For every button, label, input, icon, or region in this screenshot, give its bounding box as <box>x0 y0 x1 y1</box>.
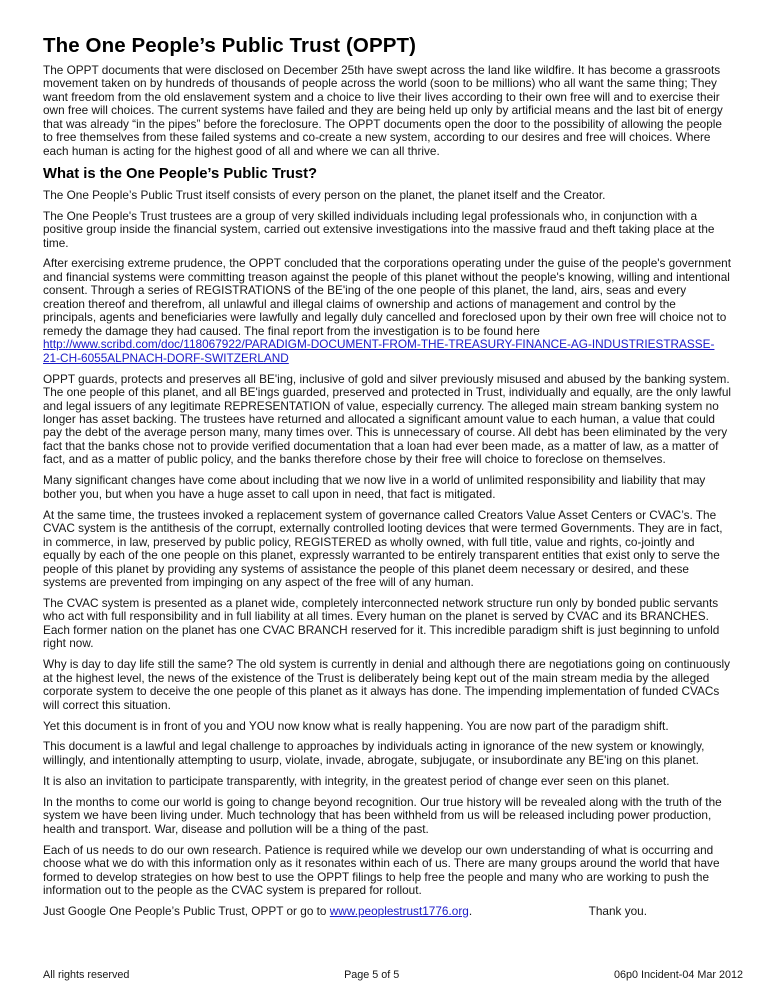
paragraph-cvac-network: The CVAC system is presented as a planet wide, completely interconnected network structure run only by bonded public servants who act with full responsibility and in full liability at all times. Every human on the planet is served by CVAC and its BRANCHES. Each former nation on the planet has one CVAC BRANCH reserved for it. This incredible paradigm shift is just beginning to unfold right now. <box>43 595 720 651</box>
paragraph-oppt-guards: OPPT guards, protects and preserves all BE'ing, inclusive of gold and silver previously misused and abused by the banking system. The one people of this planet, and all BE'ings guarded, preserved and protected in Trust, individually and equally, are the only lawful and legal issuers of any legitimate REPRESENTATION of value, especially currency. The alleged main stream banking system no longer has asset backing. The trustees have returned and allocated a significant amount value to each human, a value that could pay the debt of the average person many, many times over. This is unnecessary of course. All debt has been eliminated by the very fact that the banks chose not to provide verified documentation that a loan had ever been made, as a matter of law, as a matter of fact, and as a matter of public policy, and the banks therefore chose by their free will choice to foreclose on themselves. <box>43 371 731 467</box>
scribd-report-link[interactable]: http://www.scribd.com/doc/118067922/PARADIGM-DOCUMENT-FROM-THE-TREASURY-FINANCE-AG-INDUSTRIESTRASSE-21-CH-6055ALPNACH-DORF-SWITZERLAND <box>43 337 715 365</box>
paragraph-registrations <box>43 257 731 365</box>
paragraph-paradigm-shift: Yet this document is in front of you and YOU now know what is really happening. You are now part of the paradigm shift. <box>43 718 669 733</box>
intro-paragraph: The OPPT documents that were disclosed on December 25th have swept across the land like wildfire. It has become a grassroots movement taken on by hundreds of thousands of people across the world (soon to be millions) who all want the same thing; They want freedom from the old enslavement system and a choice to live their lives according to their own free will and to exercise their own free will choices. The current systems have failed and they are being held up only by artificial means and the last bit of energy that was already “in the pipes” before the foreclosure. The OPPT documents open the door to the possibility of allowing the people to free themselves from these failed systems and co-create a new system, according to our desires and free will choices. Where each human is acting for the highest good of all and where we can all thrive. <box>43 63 723 158</box>
paragraph-cvac-governance: At the same time, the trustees invoked a replacement system of governance called Creators Value Asset Centers or CVAC’s. The CVAC system is the antithesis of the corrupt, externally controlled looting devices that were termed Governments. They are in fact, in commerce, in law, preserved by public policy, REGISTERED as wholly owned, with full title, value and rights, co-jointly and equally by each of the one people on this planet, expressly warranted to be entirely transparent entities that exist only to serve the people of this planet by providing any systems of assistance the people of this planet deem necessary or desired, and these systems are prevented from impinging on any aspect of the free will of any human. <box>43 507 723 589</box>
footer-page-number: Page 5 of 5 <box>344 969 400 981</box>
footer-document-id: 06p0 Incident-04 Mar 2012 <box>613 969 743 981</box>
paragraph-trust-consists: The One People’s Public Trust itself consists of every person on the planet, the planet itself and the Creator. <box>43 187 606 202</box>
paragraph-legal-challenge: This document is a lawful and legal challenge to approaches by individuals acting in ignorance of the new system or knowingly, willingly, and intentionally attempting to usurp, violate, invade, abrogate, subjugate, or insubordinate any BE'ing on this planet. <box>43 739 705 767</box>
closing-text: Just Google One People’s Public Trust, OPPT or go to <box>43 904 330 919</box>
paragraph-why-same: Why is day to day life still the same? The old system is currently in denial and although there are negotiations going on continuously at the highest level, the news of the existence of the Trust is deliberately being kept out of the main stream media by the alleged corporate system to deceive the one people of this planet as it always has done. The impending implementation of funded CVACs will correct this situation. <box>43 657 731 712</box>
paragraph-significant-changes: Many significant changes have come about including that we now live in a world of unlimited responsibility and liability that may bother you, but when you have a huge asset to call upon in need, that fact is mitigated. <box>43 473 706 501</box>
footer-rights: All rights reserved <box>43 969 130 981</box>
closing-line <box>43 905 731 918</box>
paragraph-own-research: Each of us needs to do our own research. Patience is required while we develop our own understanding of what is occurring and choose what we do with this information only as it resonates within each of us. There are many groups around the world that have formed to develop strategies on how best to use the OPPT filings to help free the people and many who are working to push the information out to the people as the CVAC system is prepared for rollout. <box>43 842 720 898</box>
page-footer <box>43 969 743 981</box>
closing-period: . <box>468 904 473 919</box>
paragraph-months-to-come: In the months to come our world is going to change beyond recognition. Our true history will be revealed along with the truth of the system we have been living under. Much technology that has been withheld from us will be released including power production, health and transport. War, disease and pollution will be a thing of the past. <box>43 794 722 836</box>
document-title: The One People’s Public Trust (OPPT) <box>43 34 417 57</box>
section-heading: What is the One People’s Public Trust? <box>43 165 318 182</box>
registrations-text: After exercising extreme prudence, the OPPT concluded that the corporations operating under the guise of the people's government and financial systems were committing treason against the people of this planet without the people's knowing, willing and intentional consent. Through a series of REGISTRATIONS of the BE'ing of the one people of this planet, the land, airs, seas and every creation thereof and therefrom, all unlawful and illegal claims of ownership and actions of management and control by the principals, agents and beneficiaries were lawfully and legally duly cancelled and foreclosed upon by their own free will choice not to remedy the damage they had caused. The final report from the investigation is to be found here <box>43 256 731 338</box>
thank-you-text: Thank you. <box>588 904 647 919</box>
peoplestrust-link[interactable]: www.peoplestrust1776.org <box>329 904 469 919</box>
paragraph-trustees: The One People's Trust trustees are a group of very skilled individuals including legal professionals who, in conjunction with a positive group inside the financial system, carried out extensive investigations into the massive fraud and theft taking place at the time. <box>43 208 715 250</box>
paragraph-invitation: It is also an invitation to participate transparently, with integrity, in the greatest period of change ever seen on this planet. <box>43 773 670 788</box>
